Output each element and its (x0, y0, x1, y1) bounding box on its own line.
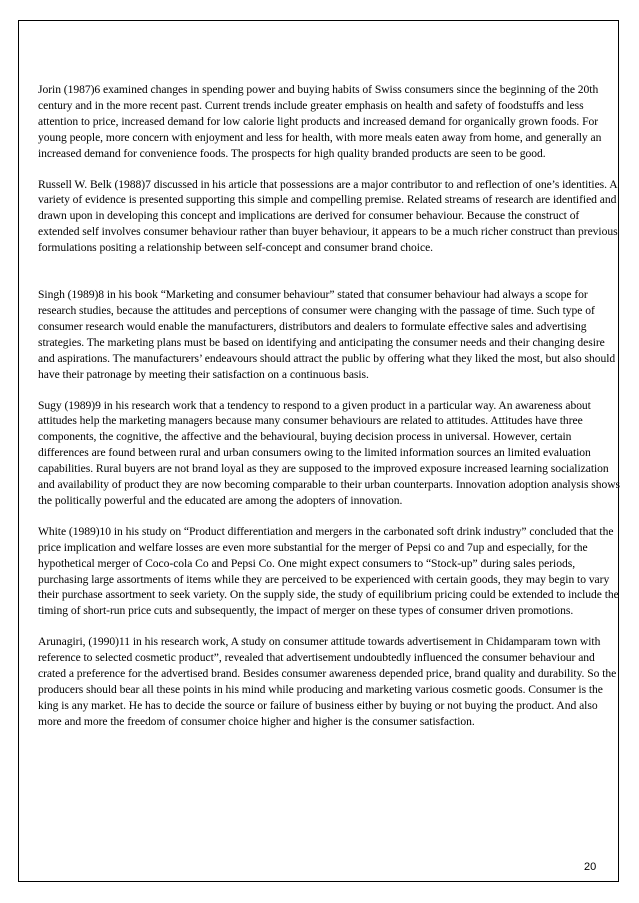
paragraph-sugy: Sugy (1989)9 in his research work that a tendency to respond to a given product in a particular way. An awareness about attitudes help the marketing managers because many consumer behaviours are related to attitudes. Attitudes have three components, the cognitive, the affective and the behavioural, buying decision process in universal. However, certain differences are found between rural and urban consumers owing to the limited information sources an limited evaluation capabilities. Rural buyers are not brand loyal as they are supposed to the improved exposure increased learning socialization and availability of product they are now becoming comparable to their urban counterparts. Innovation adoption analysis shows the politically powerful and the educated are among the adopters of innovation. (38, 398, 621, 507)
document-body (38, 82, 622, 730)
paragraph-singh: Singh (1989)8 in his book “Marketing and consumer behaviour” stated that consumer behaviour had always a scope for research studies, because the attitudes and perceptions of consumer were changing with the passage of time. Such type of consumer research would enable the manufacturers, distributors and dealers to formulate effective sales and advertising strategies. The marketing plans must be based on identifying and anticipating the consumer needs and their changing desire and aspirations. The manufacturers’ endeavours should attract the public by offering what they liked the most, but also should have their patronage by meeting their satisfaction on a continuous basis. (38, 288, 616, 381)
paragraph-jorin: Jorin (1987)6 examined changes in spending power and buying habits of Swiss consumers since the beginning of the 20th century and in the more recent past. Current trends include greater emphasis on health and safety of foodstuffs and less attention to price, increased demand for low calorie light products and increased demand for organically grown foods. For young people, more concern with enjoyment and less for health, with more meals eaten away from home, and generally an increased demand for convenience foods. The prospects for high quality branded products are seen to be good. (38, 83, 602, 160)
paragraph-arunagiri: Arunagiri, (1990)11 in his research work, A study on consumer attitude towards advertisement in Chidamparam town with reference to selected cosmetic product”, revealed that advertisement undoubtedly influenced the consumer behaviour and crated a preference for the advertised brand. Besides consumer awareness depended price, brand quality and durability. So the producers should bear all these points in his mind while producing and marketing various cosmetic goods. Consumer is the king is any market. He has to decide the source or failure of business either by buying or not buying the product. And also more and more the freedom of consumer choice higher and higher is the consumer satisfaction. (38, 635, 617, 728)
paragraph-belk: Russell W. Belk (1988)7 discussed in his article that possessions are a major contributor to and reflection of one’s identities. A variety of evidence is presented supporting this simple and compelling premise. Related streams of research are identified and drawn upon in developing this concept and implications are derived for consumer behaviour. Because the construct of extended self involves consumer behaviour rather than buyer behaviour, it appears to be a much richer construct than previous formulations positing a relationship between self-concept and consumer brand choice. (38, 177, 618, 255)
paragraph-white: White (1989)10 in his study on “Product differentiation and mergers in the carbonated soft drink industry” concluded that the price implication and welfare losses are even more substantial for the merger of Pepsi co and 7up and especially, for the hypothetical merger of Coco-cola Co and Pepsi Co. One might expect consumers to “Stock-up” during sales periods, purchasing large assortments of items while they are perceived to be experienced with certain goods, they may begin to vary their purchase assortment to seek variety. On the supply side, the study of equilibrium pricing could be extended to include the timing of short-run price cuts and subsequently, the impact of merger on these types of consumer driven promotions. (38, 524, 619, 618)
page-frame (18, 20, 619, 882)
page-number: 20 (584, 861, 597, 873)
